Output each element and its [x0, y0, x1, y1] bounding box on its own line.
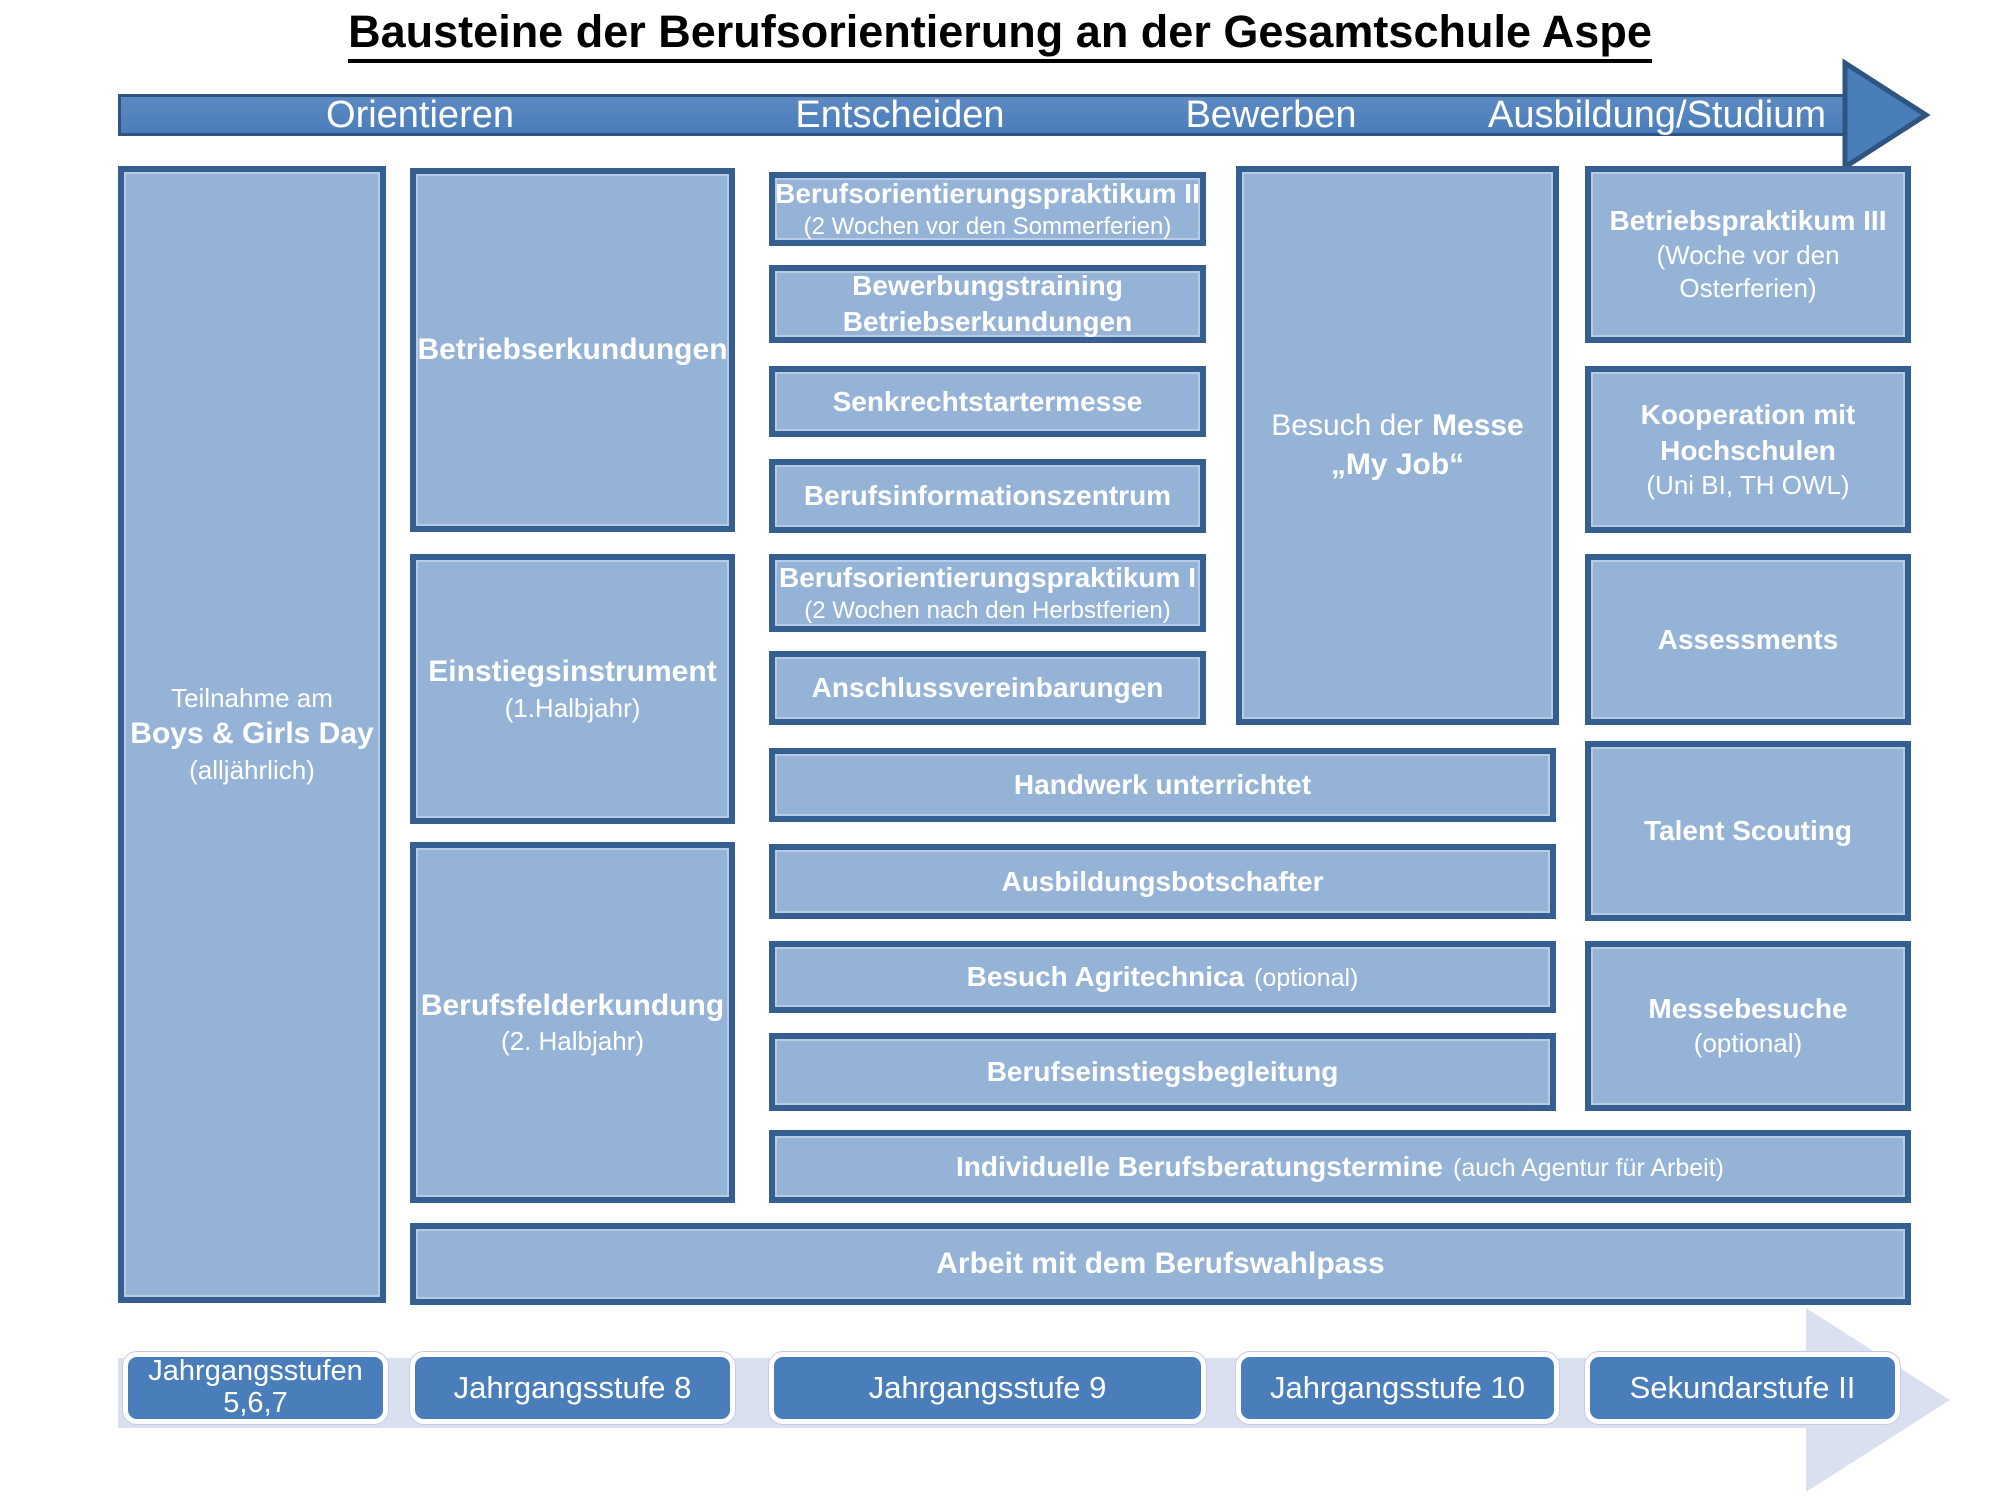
box-messebesuche — [1585, 941, 1911, 1111]
box-talent-scouting-title: Talent Scouting — [1644, 815, 1852, 847]
box-ausbildungsbotschafter-title: Ausbildungsbotschafter — [1001, 865, 1324, 897]
box-bewerbungstraining-line1: Bewerbungstraining — [852, 270, 1123, 302]
box-betriebspraktikum-3-title: Betriebspraktikum III — [1609, 205, 1887, 237]
box-bo-praktikum-2-subtitle: (2 Wochen vor den Sommerferien) — [803, 212, 1172, 240]
box-agritechnica-title: Besuch Agritechnica — [966, 961, 1245, 993]
page-title-text: Bausteine der Berufsorientierung an der Gesamtschule Aspe — [348, 6, 1652, 63]
grade-box-8 — [410, 1352, 735, 1424]
box-agritechnica-suffix: (optional) — [1254, 964, 1359, 993]
box-berufsberatungstermine — [769, 1130, 1911, 1203]
box-berufsorientierungspraktikum-2 — [769, 172, 1206, 246]
box-boys-girls-day-line2: Boys & Girls Day — [130, 717, 374, 751]
box-boys-girls-day-line1: Teilnahme am — [171, 683, 333, 714]
box-berufseinstiegsbegleitung — [769, 1033, 1556, 1111]
box-handwerk-title: Handwerk unterrichtet — [1013, 769, 1312, 801]
box-talent-scouting — [1585, 741, 1911, 921]
box-einstiegsinstrument-subtitle: (1.Halbjahr) — [504, 692, 641, 723]
box-bo-praktikum-1-subtitle: (2 Wochen nach den Herbstferien) — [804, 596, 1171, 624]
box-bo-praktikum-1-title: Berufsorientierungspraktikum I — [779, 561, 1196, 593]
box-berufsfelderkundung-subtitle: (2. Halbjahr) — [500, 1026, 645, 1057]
grade-box-9 — [769, 1352, 1206, 1424]
box-kooperation-line1: Kooperation mit — [1640, 399, 1856, 431]
page-title — [0, 6, 2000, 58]
box-assessments — [1585, 554, 1911, 725]
box-boys-girls-day-line3: (alljährlich) — [189, 754, 315, 785]
box-berufsinformationszentrum-title: Berufsinformationszentrum — [803, 480, 1172, 512]
box-bo-praktikum-2-title: Berufsorientierungspraktikum II — [775, 177, 1200, 209]
phase-orientieren: Orientieren — [326, 94, 514, 136]
box-messe-my-job — [1236, 166, 1559, 725]
process-arrow-head-icon — [1842, 55, 1932, 175]
box-betriebserkundungen-title: Betriebserkundungen — [417, 332, 728, 366]
box-anschlussvereinbarungen — [769, 651, 1206, 725]
box-senkrechtstartermesse-title: Senkrechtstartermesse — [832, 385, 1143, 417]
box-berufsfelderkundung-title: Berufsfelderkundung — [420, 988, 725, 1022]
box-berufsorientierungspraktikum-1 — [769, 554, 1206, 632]
box-betriebspraktikum-3-subtitle1: (Woche vor den — [1656, 240, 1840, 271]
box-berufsfelderkundung — [410, 842, 735, 1203]
box-betriebserkundungen — [410, 168, 735, 532]
box-besuch-agritechnica — [769, 941, 1556, 1013]
grade-5-6-7-line1: Jahrgangsstufen — [148, 1355, 363, 1388]
box-berufsberatungstermine-suffix: (auch Agentur für Arbeit) — [1453, 1153, 1724, 1182]
box-berufseinstiegsbegleitung-title: Berufseinstiegsbegleitung — [986, 1056, 1339, 1088]
box-betriebspraktikum-3-subtitle2: Osterferien) — [1679, 273, 1817, 304]
box-berufswahlpass — [410, 1223, 1911, 1305]
grade-10-label: Jahrgangsstufe 10 — [1269, 1369, 1526, 1405]
box-kooperation-hochschulen — [1585, 366, 1911, 533]
box-handwerk-unterrichtet — [769, 748, 1556, 822]
box-kooperation-subtitle: (Uni BI, TH OWL) — [1646, 469, 1850, 500]
box-bewerbungstraining-line2: Betriebserkundungen — [842, 306, 1133, 337]
box-boys-girls-day — [118, 166, 386, 1303]
box-messebesuche-title: Messebesuche — [1648, 993, 1848, 1025]
box-bewerbungstraining — [769, 265, 1206, 343]
box-kooperation-line2: Hochschulen — [1660, 434, 1836, 466]
grade-5-6-7-line2: 5,6,7 — [223, 1387, 288, 1419]
box-einstiegsinstrument — [410, 554, 735, 824]
grade-sek-2-label: Sekundarstufe II — [1629, 1369, 1856, 1405]
box-berufsinformationszentrum — [769, 459, 1206, 533]
grade-box-5-6-7 — [123, 1352, 388, 1424]
box-messe-my-job-emph: Messe — [1432, 409, 1524, 443]
grade-9-label: Jahrgangsstufe 9 — [868, 1369, 1107, 1405]
box-berufsberatungstermine-title: Individuelle Berufsberatungstermine — [956, 1150, 1443, 1182]
box-assessments-title: Assessments — [1657, 623, 1839, 655]
phase-entscheiden: Entscheiden — [795, 94, 1005, 136]
box-messebesuche-subtitle: (optional) — [1693, 1028, 1803, 1059]
phase-bewerben: Bewerben — [1185, 94, 1357, 136]
grade-8-label: Jahrgangsstufe 8 — [453, 1369, 692, 1405]
box-berufswahlpass-title: Arbeit mit dem Berufswahlpass — [936, 1246, 1385, 1280]
box-betriebspraktikum-3 — [1585, 166, 1911, 343]
box-messe-my-job-prefix: Besuch der — [1271, 409, 1424, 443]
box-anschlussvereinbarungen-title: Anschlussvereinbarungen — [811, 672, 1164, 704]
box-ausbildungsbotschafter — [769, 844, 1556, 919]
box-messe-my-job-line2: „My Job“ — [1330, 447, 1465, 481]
phase-ausbildung-studium: Ausbildung/Studium — [1488, 94, 1826, 136]
box-senkrechtstartermesse — [769, 366, 1206, 437]
grade-box-sek-2 — [1585, 1352, 1900, 1424]
grade-box-10 — [1236, 1352, 1559, 1424]
box-einstiegsinstrument-title: Einstiegsinstrument — [428, 655, 717, 689]
